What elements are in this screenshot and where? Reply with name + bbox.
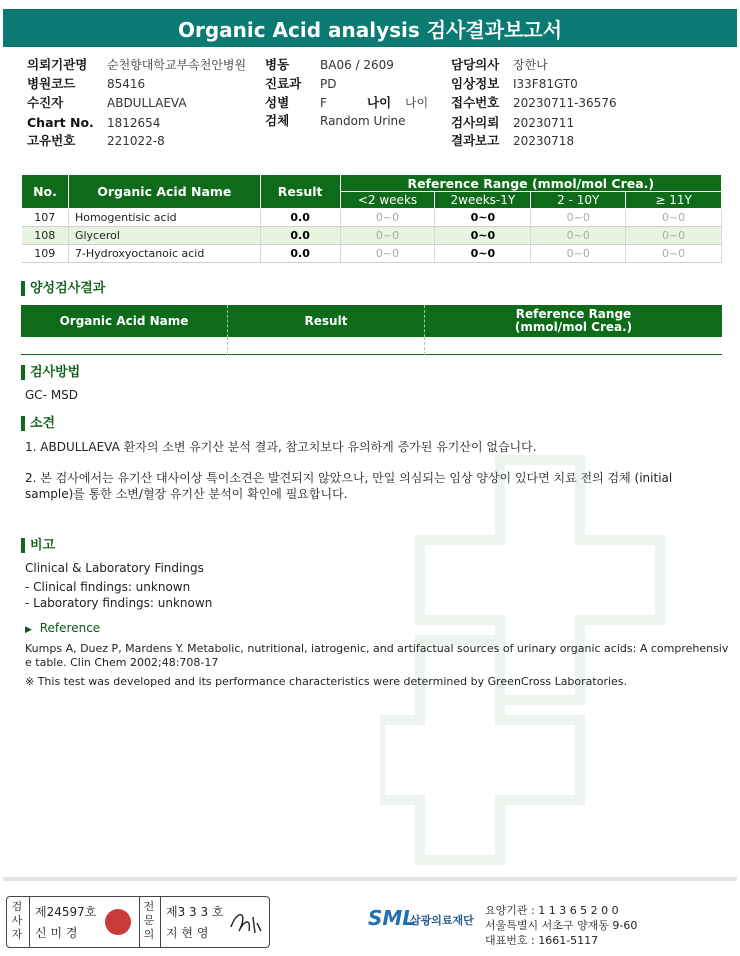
findings-line-2-cont: sample)를 통한 소변/혈장 유기산 분석이 확인에 필요합니다.: [25, 487, 348, 501]
method-text: GC- MSD: [25, 388, 79, 402]
positive-results-table: [21, 305, 722, 355]
report-date: 20230718: [513, 134, 575, 148]
header-ref-col: ≥ 11Y: [626, 192, 722, 209]
chart-no: 1812654: [107, 116, 161, 130]
specialist-id: 제3 3 3 호: [166, 905, 224, 919]
hospital-code: 85416: [107, 77, 146, 91]
pos-header-ref: [425, 305, 722, 337]
label-physician: 담당의사: [451, 57, 500, 72]
label-requesting-institution: 의뢰기관명: [27, 57, 88, 72]
specialist-label: 전 문 의: [143, 900, 155, 941]
header-result: Result: [260, 175, 340, 209]
reference-line-2: e table. Clin Chem 2002;48:708-17: [25, 656, 219, 669]
tester-id: 제24597호: [35, 905, 97, 919]
unique-no: 221022-8: [107, 134, 165, 148]
findings-title: 소견: [21, 416, 55, 431]
label-sex: 성별: [265, 95, 290, 110]
label-patient: 수진자: [27, 95, 64, 110]
report-title: Organic Acid analysis 검사결과보고서: [3, 9, 737, 47]
specimen: Random Urine: [320, 114, 406, 128]
footer: [3, 877, 737, 947]
org-phone: 대표번호 : 1661-5117: [485, 934, 599, 947]
row-result: 0.0: [260, 245, 340, 263]
sml-logo: [368, 906, 478, 940]
findings-line-2: 2. 본 검사에서는 유기산 대사이상 특이소견은 발견되지 않았으나, 만일 의심되는 임상 양상이 있다면 치료 전의 검체 (initial: [25, 471, 673, 485]
org-name: 삼광의료재단: [410, 914, 474, 927]
results-table: [21, 174, 722, 263]
label-age: 나이: [367, 95, 392, 110]
row-no: 107: [22, 209, 69, 227]
physician: 장한나: [513, 58, 548, 72]
pos-header-ref-line1: Reference Range: [515, 307, 632, 321]
row-ref: 0~0: [340, 245, 435, 263]
findings-line-1: 1. ABDULLAEVA 환자의 소변 유기산 분석 결과, 참고치보다 유의하게 증가된 유기산이 없습니다.: [25, 440, 537, 454]
row-result: 0.0: [260, 227, 340, 245]
reference-heading: [25, 621, 100, 635]
triangle-icon: ▶: [25, 625, 32, 635]
row-no: 108: [22, 227, 69, 245]
request-date: 20230711: [513, 116, 575, 130]
label-request-date: 검사의뢰: [451, 115, 500, 130]
header-name: Organic Acid Name: [68, 175, 260, 209]
patient-name: ABDULLAEVA: [107, 96, 187, 110]
header-ref-col: <2 weeks: [340, 192, 435, 209]
divider: [227, 337, 228, 355]
label-unique-no: 고유번호: [27, 133, 76, 148]
reference-label: Reference: [39, 621, 101, 635]
label-hospital-code: 병원코드: [27, 76, 76, 91]
label-chart-no: Chart No.: [27, 115, 94, 130]
row-ref: 0~0: [531, 245, 626, 263]
label-specimen: 검체: [265, 113, 290, 128]
header-reference-range: Reference Range (mmol/mol Crea.): [340, 175, 721, 192]
pos-header-name: Organic Acid Name: [59, 313, 189, 328]
row-ref: 0~0: [435, 245, 531, 263]
table-row: [22, 227, 722, 245]
pos-header-ref-line2: (mmol/mol Crea.): [514, 320, 633, 334]
row-ref: 0~0: [340, 209, 435, 227]
row-name: Homogentisic acid: [68, 209, 260, 227]
row-ref: 0~0: [626, 245, 722, 263]
row-ref: 0~0: [340, 227, 435, 245]
row-ref: 0~0: [626, 227, 722, 245]
row-ref: 0~0: [435, 209, 531, 227]
row-result: 0.0: [260, 209, 340, 227]
positive-table-body: [21, 337, 722, 355]
header-no: No.: [22, 175, 69, 209]
table-row: [22, 209, 722, 227]
disclaimer: ※ This test was developed and its performance characteristics were determined by GreenCross Laboratories.: [25, 675, 628, 688]
receipt-no: 20230711-36576: [513, 96, 617, 110]
row-name: 7-Hydroxyoctanoic acid: [68, 245, 260, 263]
row-ref: 0~0: [626, 209, 722, 227]
org-info: [485, 903, 637, 948]
row-ref: 0~0: [531, 227, 626, 245]
specialist-name: 지 현 영: [166, 926, 209, 940]
clinical-info: I33F81GT0: [513, 77, 578, 91]
remarks-title: 비고: [21, 538, 55, 553]
signature: [227, 905, 265, 939]
org-code: 요양기관 : 1 1 3 6 5 2 0 0: [485, 904, 619, 917]
org-address: 서울특별시 서초구 양재동 9-60: [485, 919, 638, 932]
divider: [424, 337, 425, 355]
row-name: Glycerol: [68, 227, 260, 245]
divider: [139, 897, 140, 947]
divider: [160, 897, 161, 947]
row-no: 109: [22, 245, 69, 263]
tester-name: 신 미 경: [35, 926, 78, 940]
label-receipt-no: 접수번호: [451, 95, 500, 110]
header-ref-col: 2weeks-1Y: [435, 192, 531, 209]
row-ref: 0~0: [435, 227, 531, 245]
sex: F: [320, 96, 327, 110]
method-title: 검사방법: [21, 365, 80, 380]
ward: BA06 / 2609: [320, 58, 394, 72]
pos-header-result: Result: [304, 313, 348, 328]
positive-table-header: [21, 305, 722, 337]
laboratory-findings: - Laboratory findings: unknown: [25, 596, 213, 610]
seal-stamp: [105, 909, 131, 935]
divider: [29, 897, 30, 947]
signature-box: [6, 896, 270, 948]
department: PD: [320, 77, 337, 91]
tester-label: 검 사 자: [11, 900, 23, 941]
requesting-institution: 순천향대학교부속천안병원: [107, 58, 247, 72]
reference-line-1: Kumps A, Duez P, Mardens Y. Metabolic, nutritional, iatrogenic, and artifactual sources of urinary organic acids: A comprehensiv: [25, 642, 729, 655]
row-ref: 0~0: [531, 209, 626, 227]
label-department: 진료과: [265, 76, 302, 91]
sml-logo-mark: SML: [368, 906, 416, 930]
label-report-date: 결과보고: [451, 133, 500, 148]
label-clinical-info: 임상정보: [451, 76, 500, 91]
positive-results-title: 양성검사결과: [21, 281, 105, 296]
label-ward: 병동: [265, 57, 290, 72]
findings-heading: Clinical & Laboratory Findings: [25, 561, 204, 575]
age: 나이: [405, 96, 429, 110]
table-row: [22, 245, 722, 263]
header-ref-col: 2 - 10Y: [531, 192, 626, 209]
clinical-findings: - Clinical findings: unknown: [25, 580, 191, 594]
